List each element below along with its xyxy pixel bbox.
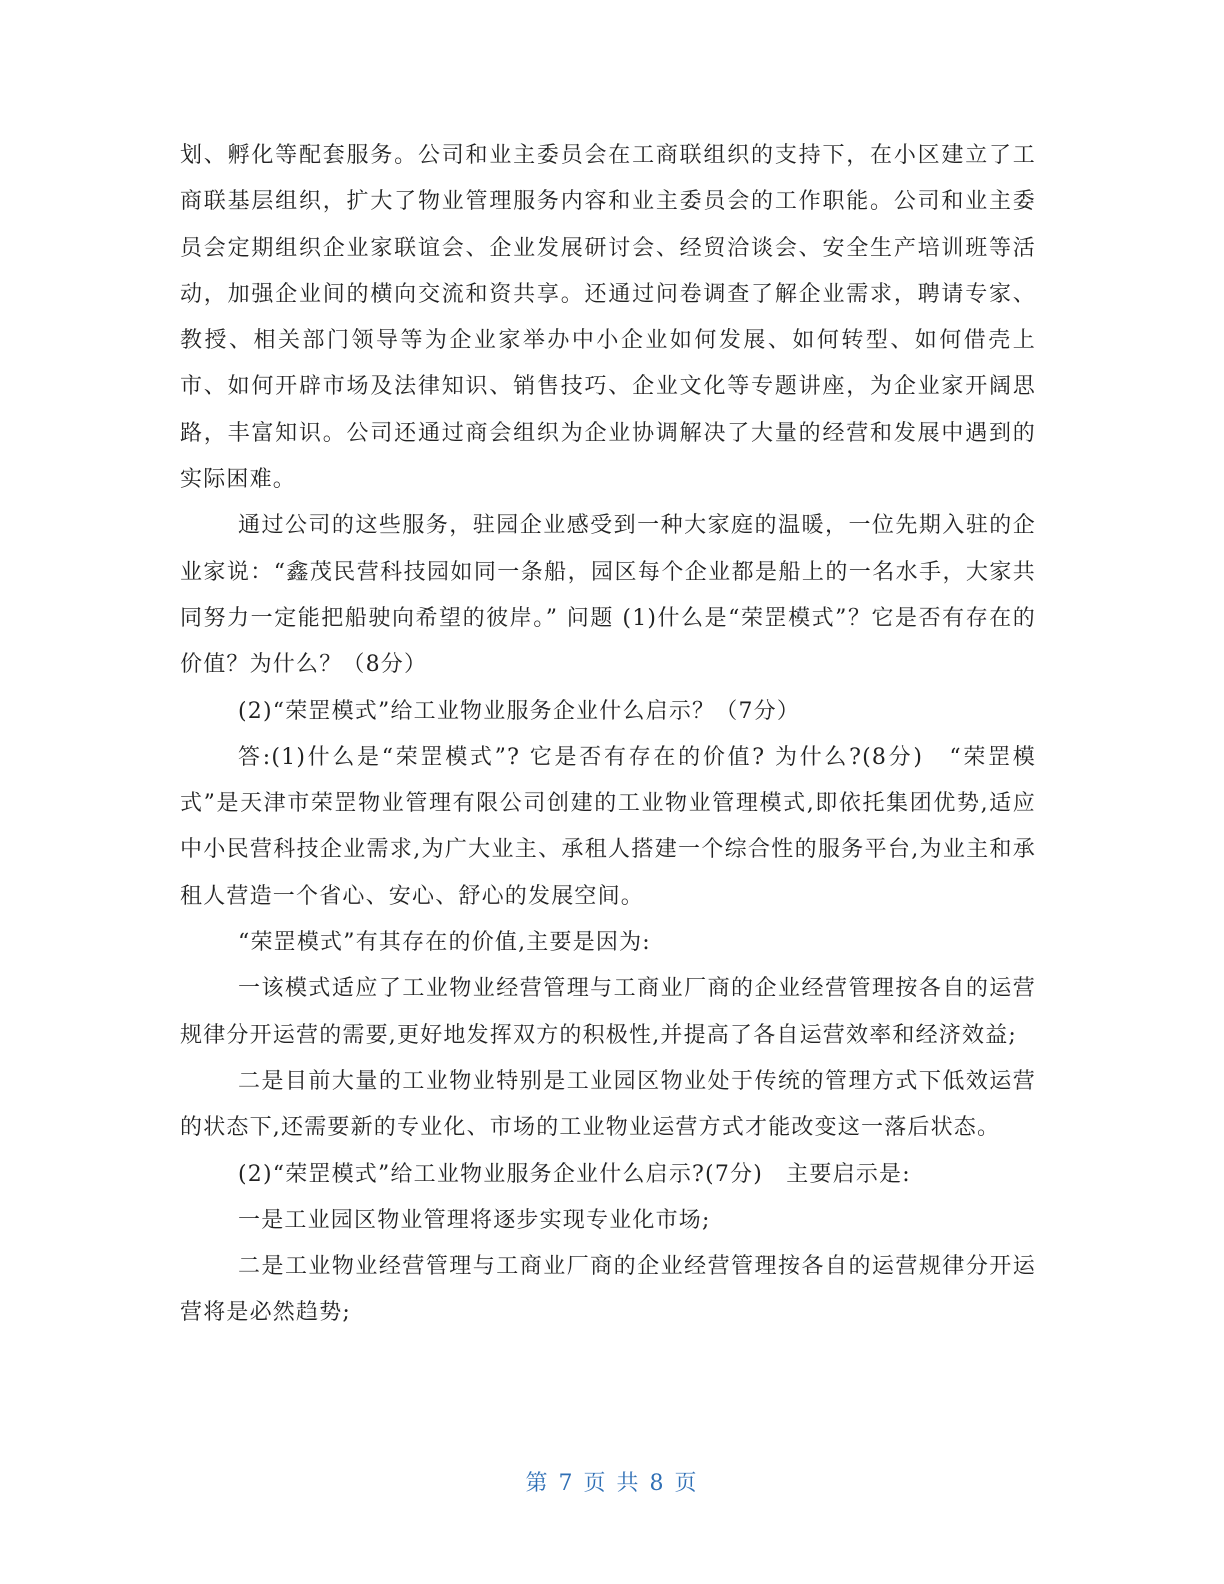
paragraph-1: 划、孵化等配套服务。公司和业主委员会在工商联组织的支持下，在小区建立了工商联基层组织，扩大了物业管理服务内容和业主委员会的工作职能。公司和业主委员会定期组织企业家联谊会、企业发展研讨会、经贸洽谈会、安全生产培训班等活动，加强企业间的横向交流和资共享。还通过问卷调查了解企业需求，聘请专家、教授、相关部门领导等为企业家举办中小企业如何发展、如何转型、如何借壳上市、如何开辟市场及法律知识、销售技巧、企业文化等专题讲座，为企业家开阔思路，丰富知识。公司还通过商会组织为企业协调解决了大量的经营和发展中遇到的实际困难。 [180, 143, 1036, 493]
paragraph-8: (2)“荣罡模式”给工业物业服务企业什么启示?(7分) 主要启示是: [238, 1161, 911, 1187]
paragraph-6: 一该模式适应了工业物业经营管理与工商业厂商的企业经营管理按各自的运营规律分开运营的需要,更好地发挥双方的积极性,并提高了各自运营效率和经济效益; [180, 976, 1036, 1048]
page-number-footer: 第 7 页 共 8 页 [525, 1471, 699, 1496]
document-body [180, 133, 1036, 1337]
paragraph-9: 一是工业园区物业管理将逐步实现专业化市场; [238, 1207, 711, 1233]
paragraph-2: 通过公司的这些服务，驻园企业感受到一种大家庭的温暖，一位先期入驻的企业家说：“鑫茂民营科技园如同一条船，园区每个企业都是船上的一名水手，大家共同努力一定能把船驶向希望的彼岸。” 问题 (1)什么是“荣罡模式”？它是否有存在的价值？为什么？（8分） [180, 513, 1036, 678]
paragraph-10: 二是工业物业经营管理与工商业厂商的企业经营管理按各自的运营规律分开运营将是必然趋势; [180, 1254, 1036, 1326]
paragraph-7: 二是目前大量的工业物业特别是工业园区物业处于传统的管理方式下低效运营的状态下,还需要新的专业化、市场的工业物业运营方式才能改变这一落后状态。 [180, 1068, 1036, 1141]
paragraph-5: “荣罡模式”有其存在的价值,主要是因为: [238, 930, 651, 956]
paragraph-3: (2)“荣罡模式”给工业物业服务企业什么启示？（7分） [238, 698, 801, 724]
paragraph-4: 答:(1)什么是“荣罡模式”? 它是否有存在的价值? 为什么?(8分) “荣罡模式”是天津市荣罡物业管理有限公司创建的工业物业管理模式,即依托集团优势,适应中小民营科技企业需求,为广大业主、承租人搭建一个综合性的服务平台,为业主和承租人营造一个省心、安心、舒心的发展空间。 [180, 744, 1036, 909]
